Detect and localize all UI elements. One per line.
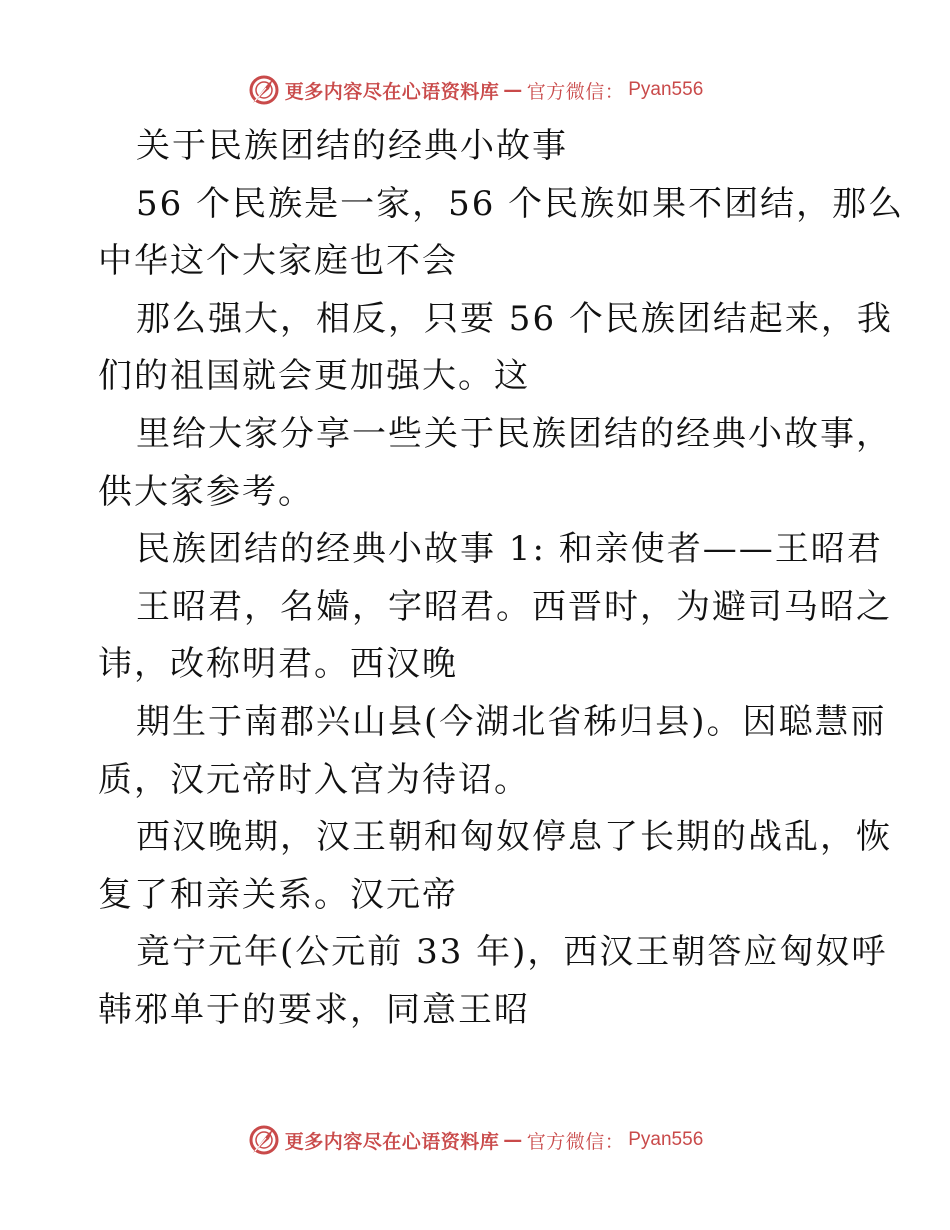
paragraph-line: 西汉晚期，汉王朝和匈奴停息了长期的战乱，恢	[136, 817, 892, 858]
quill-pen-logo-icon	[247, 1123, 281, 1157]
header-wechat-label: 官方微信：	[526, 80, 625, 103]
header-separator: —	[503, 79, 523, 101]
quill-pen-logo-icon	[247, 73, 281, 107]
paragraph-line: 王昭君，名嫱，字昭君。西晋时，为避司马昭之	[136, 586, 892, 627]
paragraph-line: 们的祖国就会更加强大。这	[98, 356, 530, 397]
paragraph-line: 讳，改称明君。西汉晚	[98, 644, 458, 685]
story-heading: 民族团结的经典小故事 1: 和亲使者——王昭君	[136, 529, 883, 570]
header-watermark-banner	[0, 70, 950, 110]
paragraph-line: 复了和亲关系。汉元帝	[98, 874, 458, 915]
footer-wechat-label: 官方微信：	[526, 1130, 625, 1153]
footer-separator: —	[503, 1129, 523, 1151]
header-promo-text: 更多内容尽在心语资料库	[284, 80, 500, 103]
paragraph-line: 韩邪单于的要求，同意王昭	[98, 989, 530, 1030]
document-body	[98, 118, 905, 1040]
footer-promo-text: 更多内容尽在心语资料库	[284, 1130, 500, 1153]
paragraph-line: 56 个民族是一家，56 个民族如果不团结，那么	[136, 183, 905, 224]
paragraph-line: 那么强大，相反，只要 56 个民族团结起来，我	[136, 298, 893, 339]
paragraph-line: 期生于南郡兴山县(今湖北省秭归县)。因聪慧丽	[136, 701, 887, 742]
paragraph-line: 里给大家分享一些关于民族团结的经典小故事，	[136, 413, 892, 454]
paragraph-line: 中华这个大家庭也不会	[98, 241, 458, 282]
paragraph-line: 质，汉元帝时入宫为待诏。	[98, 759, 530, 800]
header-wechat-id: Pyan556	[628, 79, 704, 100]
footer-wechat-id: Pyan556	[628, 1129, 704, 1150]
footer-watermark-banner	[0, 1120, 950, 1160]
paragraph-line: 供大家参考。	[98, 471, 314, 512]
document-title: 关于民族团结的经典小故事	[136, 126, 568, 166]
paragraph-line: 竟宁元年(公元前 33 年)，西汉王朝答应匈奴呼	[136, 932, 888, 973]
